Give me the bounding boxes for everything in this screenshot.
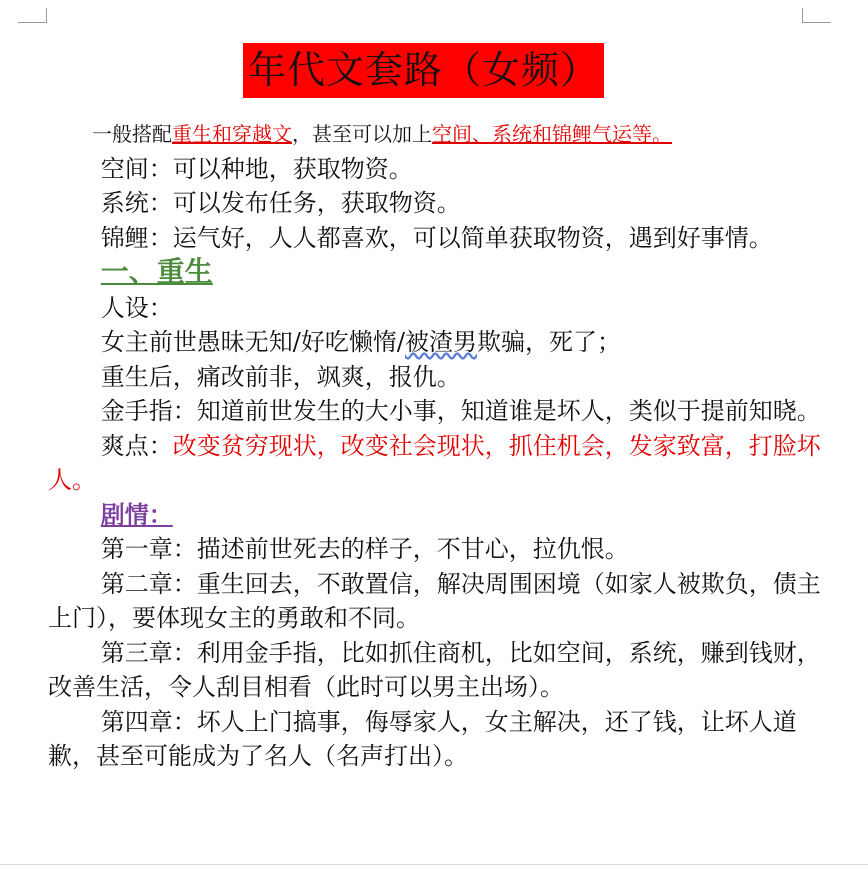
chapter-4: 第四章：坏人上门搞事，侮辱家人，女主解决，还了钱，让坏人道歉，甚至可能成为了名人（名声打出）。 — [48, 707, 797, 770]
plot-heading: 剧情： — [100, 499, 173, 529]
cheat-line: 金手指：知道前世发生的大小事，知道谁是坏人，类似于提前知晓。 — [100, 397, 821, 425]
document-title: 年代文套路（女频） — [243, 43, 604, 98]
after-rebirth-line: 重生后，痛改前非，飒爽，报仇。 — [100, 362, 461, 391]
page-bottom-edge — [0, 864, 868, 865]
section-rebirth-heading-row — [48, 255, 828, 291]
koi-line: 锦鲤：运气好，人人都喜欢，可以简单获取物资，遇到好事情。 — [100, 223, 773, 252]
page-corner-mark-left — [18, 8, 47, 23]
intro-prefix: 一般搭配 — [92, 122, 172, 146]
document-body — [48, 117, 828, 774]
persona-label: 人设： — [100, 293, 173, 322]
highlight-text: 改变贫穷现状，改变社会现状，抓住机会，发家致富，打脸坏人。 — [48, 431, 821, 494]
intro-highlight-extras: 空间、系统和锦鲤气运等。 — [432, 122, 672, 146]
plot-heading-row — [48, 498, 828, 533]
persona-prefix: 女主前世愚昧无知/好吃懒惰/ — [100, 328, 405, 356]
persona-line — [48, 325, 828, 360]
section-rebirth-heading: 一、重生 — [100, 255, 213, 288]
system-line: 系统：可以发布任务，获取物资。 — [100, 189, 461, 217]
highlight-line — [48, 429, 828, 498]
persona-suffix: 欺骗，死了； — [476, 328, 621, 356]
intro-middle: ，甚至可以加上 — [292, 122, 432, 146]
chapter-3: 第三章：利用金手指，比如抓住商机，比如空间，系统，赚到钱财，改善生活，令人刮目相看（此时可以男主出场）。 — [48, 638, 821, 701]
chapter-1: 第一章：描述前世死去的样子，不甘心，拉仇恨。 — [100, 535, 629, 563]
intro-highlight-genres: 重生和穿越文 — [172, 122, 292, 146]
highlight-label: 爽点： — [100, 431, 173, 460]
intro-paragraph — [48, 117, 828, 152]
page-corner-mark-right — [802, 8, 831, 23]
space-line: 空间：可以种地，获取物资。 — [100, 154, 413, 183]
persona-spellcheck-text: 被渣男 — [404, 328, 477, 356]
chapter-2: 第二章：重生回去，不敢置信，解决周围困境（如家人被欺负，债主上门），要体现女主的勇敢和不同。 — [48, 569, 821, 632]
